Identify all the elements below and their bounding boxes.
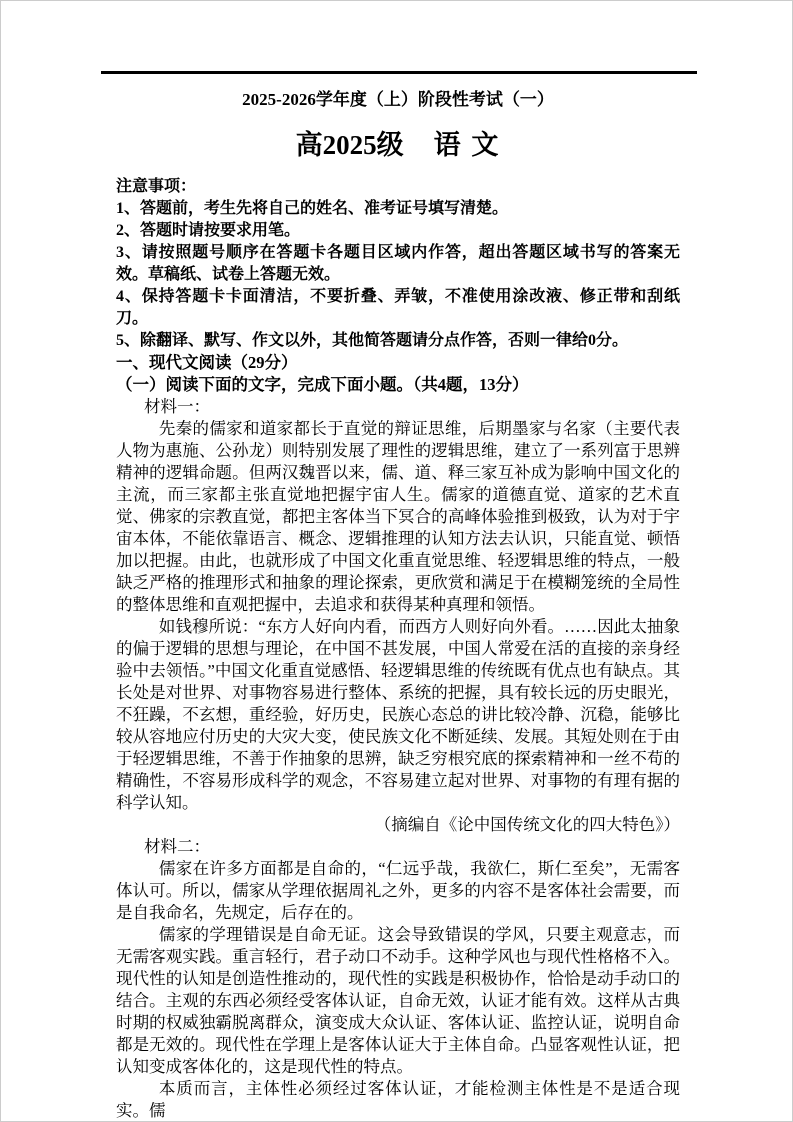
material-two-paragraph: 儒家的学理错误是自命无证。这会导致错误的学风，只要主观意志，而无需客观实践。重言轻行，君子动口不动手。这种学风也与现代性格格不入。现代性的认知是创造性推动的，现代性的实践是积极协作，恰恰是动手动口的结合。主观的东西必须经受客体认证，自命无效，认证才能有效。这样从古典时期的权威独霸脱离群众，演变成大众认证、客体认证、监控认证，说明自命都是无效的。现代性在学理上是客体认证大于主体自命。凸显客观性认证，把认知变成客体化的，这是现代性的特点。 [116,925,680,1076]
subject-label: 语 文 [433,130,501,160]
grade-label: 高2025级 [295,130,404,160]
notice-item-4: 4、保持答题卡卡面清洁，不要折叠、弄皱，不准使用涂改液、修正带和刮纸刀。 [116,288,680,327]
section-subheading: （一）阅读下面的文字，完成下面小题。（共4题，13分） [116,375,529,394]
notice-section [116,176,680,352]
material-one-label: 材料一： [144,397,211,416]
material-two-paragraph: 本质而言，主体性必须经过客体认证，才能检测主体性是不是适合现实。儒 [116,1079,680,1120]
material-one-attribution: （摘编自《论中国传统文化的四大特色》） [374,815,680,834]
section-heading: 一、现代文阅读（29分） [116,353,298,372]
material-one-paragraph: 如钱穆所说：“东方人好向内看，而西方人则好向外看。……因此太抽象的偏于逻辑的思想与理论，在中国不甚发展，中国人常爱在活的直接的亲身经验中去领悟。”中国文化重直觉感悟、轻逻辑思维的传统既有优点也有缺点。其长处是对世界、对事物容易进行整体、系统的把握，具有较长远的历史眼光，不狂躁，不玄想，重经验，好历史，民族心态总的讲比较冷静、沉稳，能够比较从容地应付历史的大灾大变，使民族文化不断延续、发展。其短处则在于由于轻逻辑思维，不善于作抽象的思辨，缺乏穷根究底的探索精神和一丝不苟的精确性，不容易形成科学的观念，不容易建立起对世界、对事物的有理有据的科学认知。 [116,617,680,812]
notice-item-2: 2、答题时请按要求用笔。 [116,222,301,239]
page-content [1,74,792,1122]
notice-item-1: 1、答题前，考生先将自己的姓名、准考证号填写清楚。 [116,200,509,217]
notice-item-5: 5、除翻译、默写、作文以外，其他简答题请分点作答，否则一律给0分。 [116,332,629,349]
reading-section [116,352,680,1122]
material-two-paragraph: 儒家在许多方面都是自命的，“仁远乎哉，我欲仁，斯仁至矣”，无需客体认可。所以，儒家从学理依据周礼之外，更多的内容不是客体社会需要，而是自我命名，先规定，后存在的。 [116,859,680,922]
exam-title [116,124,680,166]
material-two-label: 材料二： [144,837,211,856]
exam-session-title: 2025-2026学年度（上）阶段性考试（一） [242,90,554,109]
notice-item-3: 3、请按照题号顺序在答题卡各题目区域内作答，超出答题区域书写的答案无效。草稿纸、试卷上答题无效。 [116,244,680,283]
material-one-paragraph: 先秦的儒家和道家都长于直觉的辩证思维，后期墨家与名家（主要代表人物为惠施、公孙龙）则特别发展了理性的逻辑思维，建立了一系列富于思辨精神的逻辑命题。但两汉魏晋以来，儒、道、释三家互补成为影响中国文化的主流，而三家都主张直觉地把握宇宙人生。儒家的道德直觉、道家的艺术直觉、佛家的宗教直觉，都把主客体当下冥合的高峰体验推到极致，认为对于宇宙本体，不能依靠语言、概念、逻辑推理的认知方法去认识，只能直觉、顿悟加以把握。由此，也就形成了中国文化重直觉思维、轻逻辑思维的特点，一般缺乏严格的推理形式和抽象的理论探索，更欣赏和满足于在模糊笼统的全局性的整体思维和直观把握中，去追求和获得某种真理和领悟。 [116,419,680,614]
notice-heading: 注意事项： [116,178,197,195]
